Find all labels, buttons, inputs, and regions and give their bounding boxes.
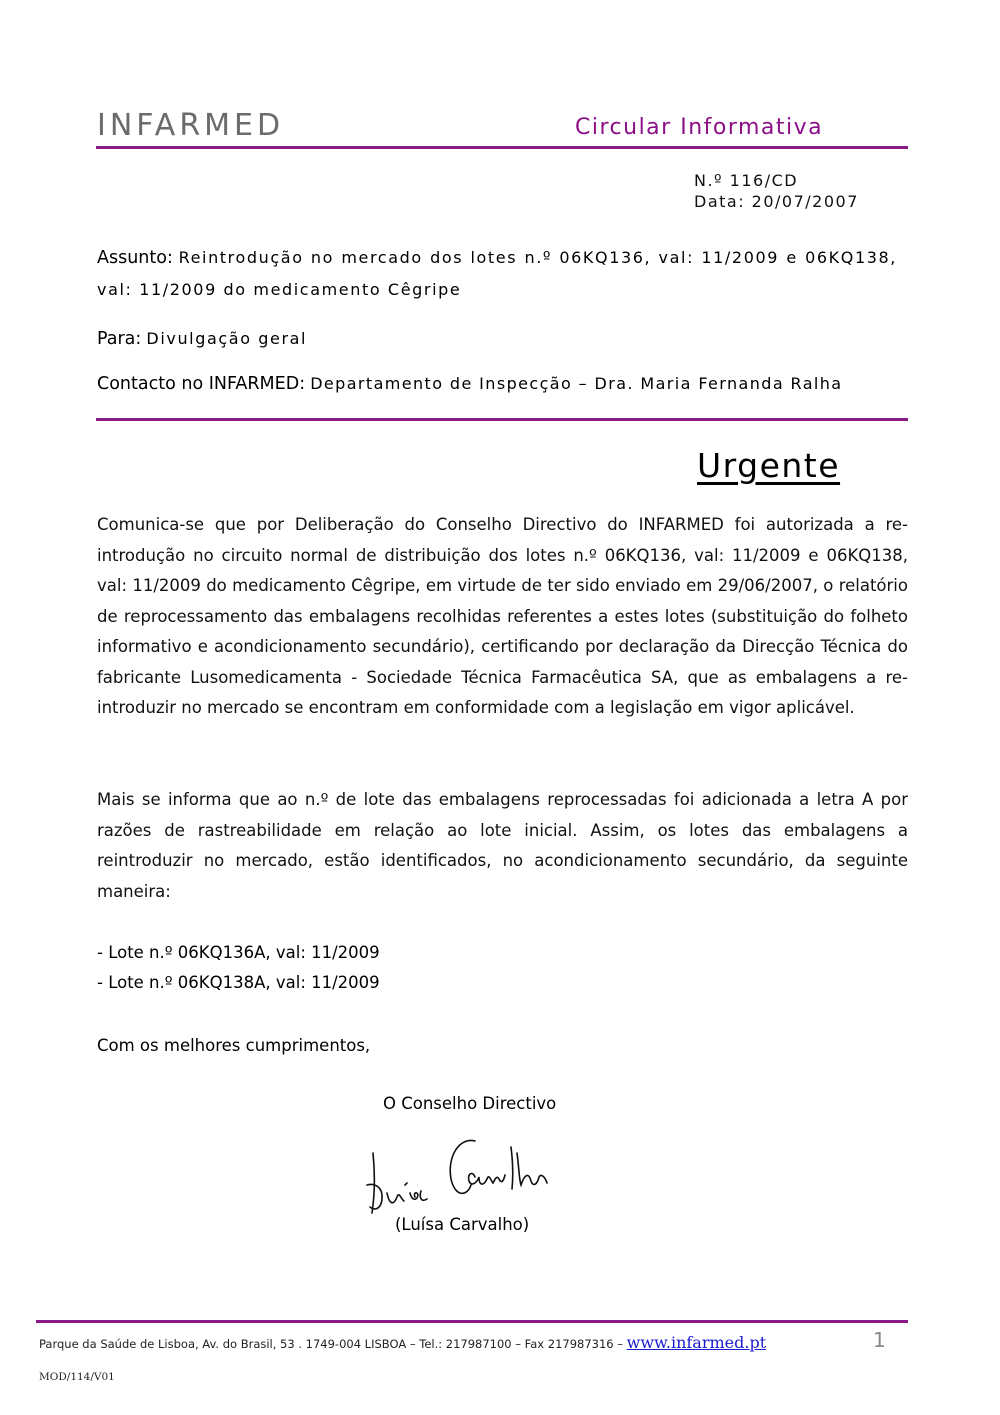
website-link[interactable]: www.infarmed.pt (626, 1333, 767, 1352)
signatory-name: (Luísa Carvalho) (395, 1215, 530, 1234)
contact-text: Departamento de Inspecção – Dra. Maria Fernanda Ralha (310, 374, 843, 393)
subject-text: Reintrodução no mercado dos lotes n.º 06KQ136, val: 11/2009 e 06KQ138, val: 11/2009 do medicamento Cêgripe (97, 248, 897, 299)
list-item: - Lote n.º 06KQ136A, val: 11/2009 (97, 943, 380, 962)
list-item: - Lote n.º 06KQ138A, val: 11/2009 (97, 973, 380, 992)
form-code: MOD/114/V01 (39, 1371, 115, 1383)
contact-label: Contacto no INFARMED: (97, 374, 306, 394)
brand-logo-text: INFARMED (97, 108, 285, 143)
section-divider (96, 418, 908, 421)
contact-line (97, 374, 843, 394)
lot-list (97, 938, 380, 998)
header-divider (96, 146, 908, 149)
body-paragraph-1: Comunica-se que por Deliberação do Conselho Directivo do INFARMED foi autorizada a re-introdução no circuito normal de distribuição dos lotes n.º 06KQ136, val: 11/2009 e 06KQ138, val: 11/2009 do medicamento Cêgripe, em virtude de ter sido enviado em 29/06/2007, o relatório de reprocessamento das embalagens recolhidas referentes a estes lotes (substituição do folheto informativo e acondicionamento secundário), certificando por declaração da Direcção Técnica do fabricante Lusomedicamenta - Sociedade Técnica Farmacêutica SA, que as embalagens a re-introduzir no mercado se encontram em conformidade com a legislação em vigor aplicável. (97, 515, 908, 717)
document-type: Circular Informativa (575, 115, 824, 140)
body-paragraph-2: Mais se informa que ao n.º de lote das embalagens reprocessadas foi adicionada a letra A por razões de rastreabilidade em relação ao lote inicial. Assim, os lotes das embalagens a reintroduzir no mercado, estão identificados, no acondicionamento secundário, da seguinte maneira: (97, 790, 908, 901)
footer-divider (36, 1320, 908, 1323)
signature-organ: O Conselho Directivo (383, 1094, 557, 1113)
page-number: 1 (873, 1328, 886, 1352)
footer-address: Parque da Saúde de Lisboa, Av. do Brasil, 53 . 1749-004 LISBOA – Tel.: 217987100 – Fax 217987316 – (39, 1337, 624, 1351)
urgent-heading: Urgente (697, 446, 841, 485)
recipient-text: Divulgação geral (146, 329, 308, 348)
subject-label: Assunto: (97, 248, 173, 268)
recipient-label: Para: (97, 329, 142, 349)
footer-address-line (39, 1333, 766, 1352)
circular-number: N.º 116/CD (694, 171, 799, 190)
circular-date: Data: 20/07/2007 (694, 192, 859, 211)
recipient-line (97, 329, 307, 349)
subject-line (97, 242, 897, 306)
closing-line: Com os melhores cumprimentos, (97, 1036, 371, 1055)
